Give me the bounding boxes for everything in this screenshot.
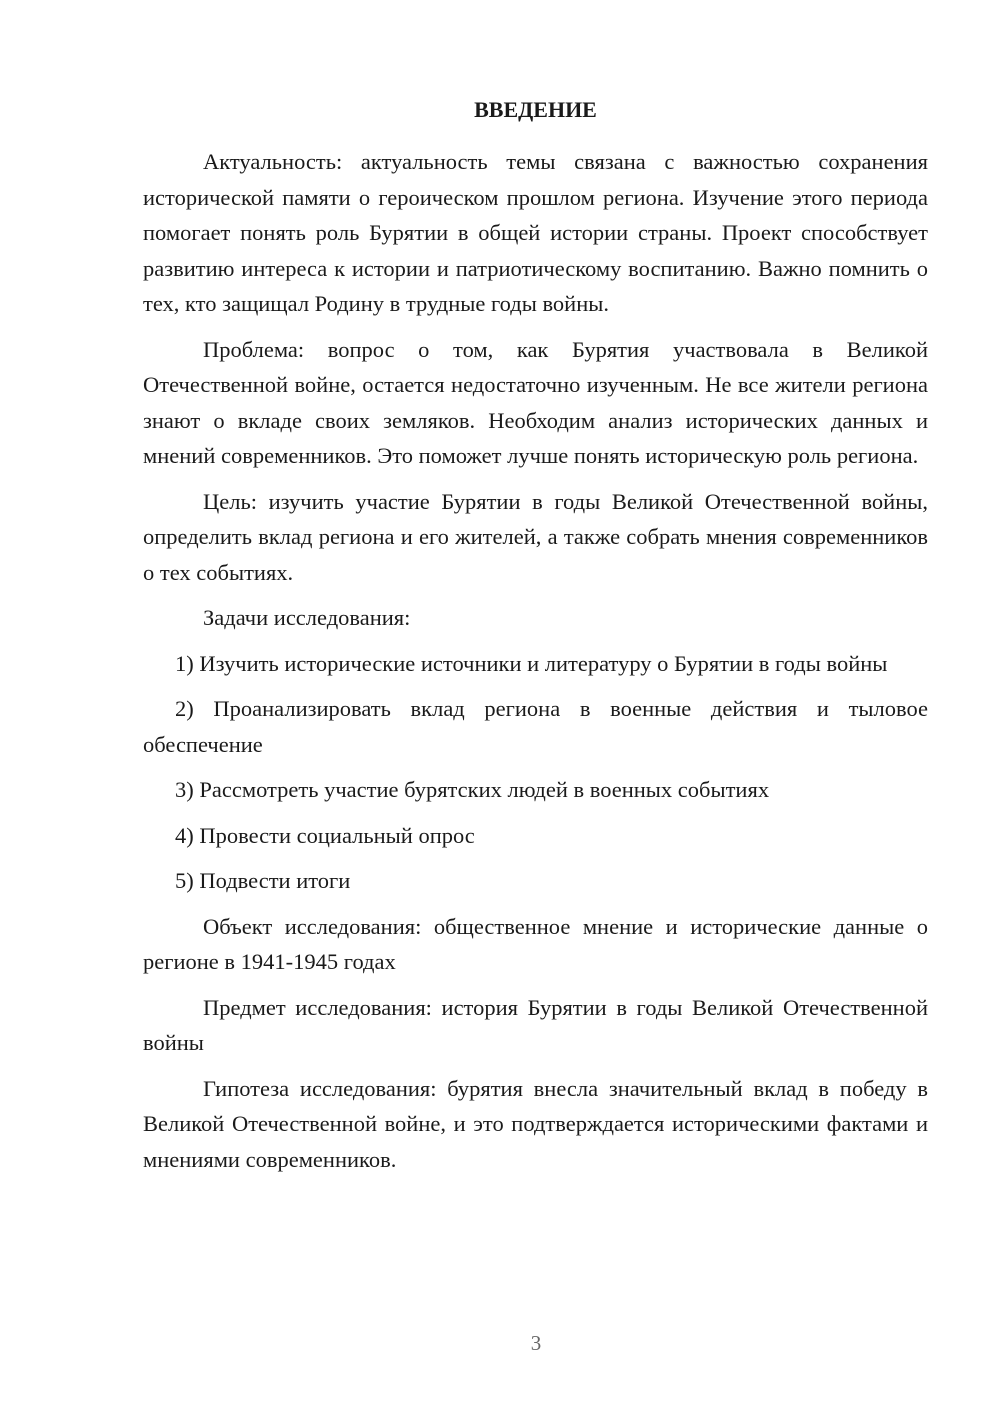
tasks-heading: Задачи исследования: — [203, 605, 411, 630]
task-item-4: 4) Провести социальный опрос — [175, 822, 475, 848]
paragraph-goal: Цель: изучить участие Бурятии в годы Великой Отечественной войны, определить вклад региона и его жителей, а также собрать мнения современников о тех событиях. — [143, 488, 928, 585]
document-page — [143, 92, 928, 1187]
section-title: ВВЕДЕНИЕ — [474, 97, 597, 122]
paragraph-subject: Предмет исследования: история Бурятии в годы Великой Отечественной войны — [143, 994, 928, 1055]
paragraph-relevance: Актуальность: актуальность темы связана с важностью сохранения исторической памяти о героическом прошлом региона. Изучение этого периода помогает понять роль Бурятии в общей истории страны. Проект способствует развитию интереса к истории и патриотическому воспитанию. Важно помнить о тех, кто защищал Родину в трудные годы войны. — [143, 149, 928, 316]
task-item-2: 2) Проанализировать вклад региона в военные действия и тыловое обеспечение — [143, 696, 928, 757]
paragraph-problem: Проблема: вопрос о том, как Бурятия участвовала в Великой Отечественной войне, остается недостаточно изученным. Не все жители региона знают о вкладе своих земляков. Необходим анализ исторических данных и мнений современников. Это поможет лучше понять историческую роль региона. — [143, 336, 928, 468]
task-item-3: 3) Рассмотреть участие бурятских людей в военных событиях — [175, 777, 770, 802]
task-item-5: 5) Подвести итоги — [175, 868, 351, 893]
task-item-1: 1) Изучить исторические источники и литературу о Бурятии в годы войны — [175, 650, 888, 676]
paragraph-hypothesis: Гипотеза исследования: бурятия внесла значительный вклад в победу в Великой Отечественной войне, и это подтверждается историческими фактами и мнениями современников. — [143, 1075, 928, 1172]
paragraph-object: Объект исследования: общественное мнение и исторические данные о регионе в 1941-1945 годах — [143, 913, 928, 974]
page-number: 3 — [530, 1331, 542, 1355]
